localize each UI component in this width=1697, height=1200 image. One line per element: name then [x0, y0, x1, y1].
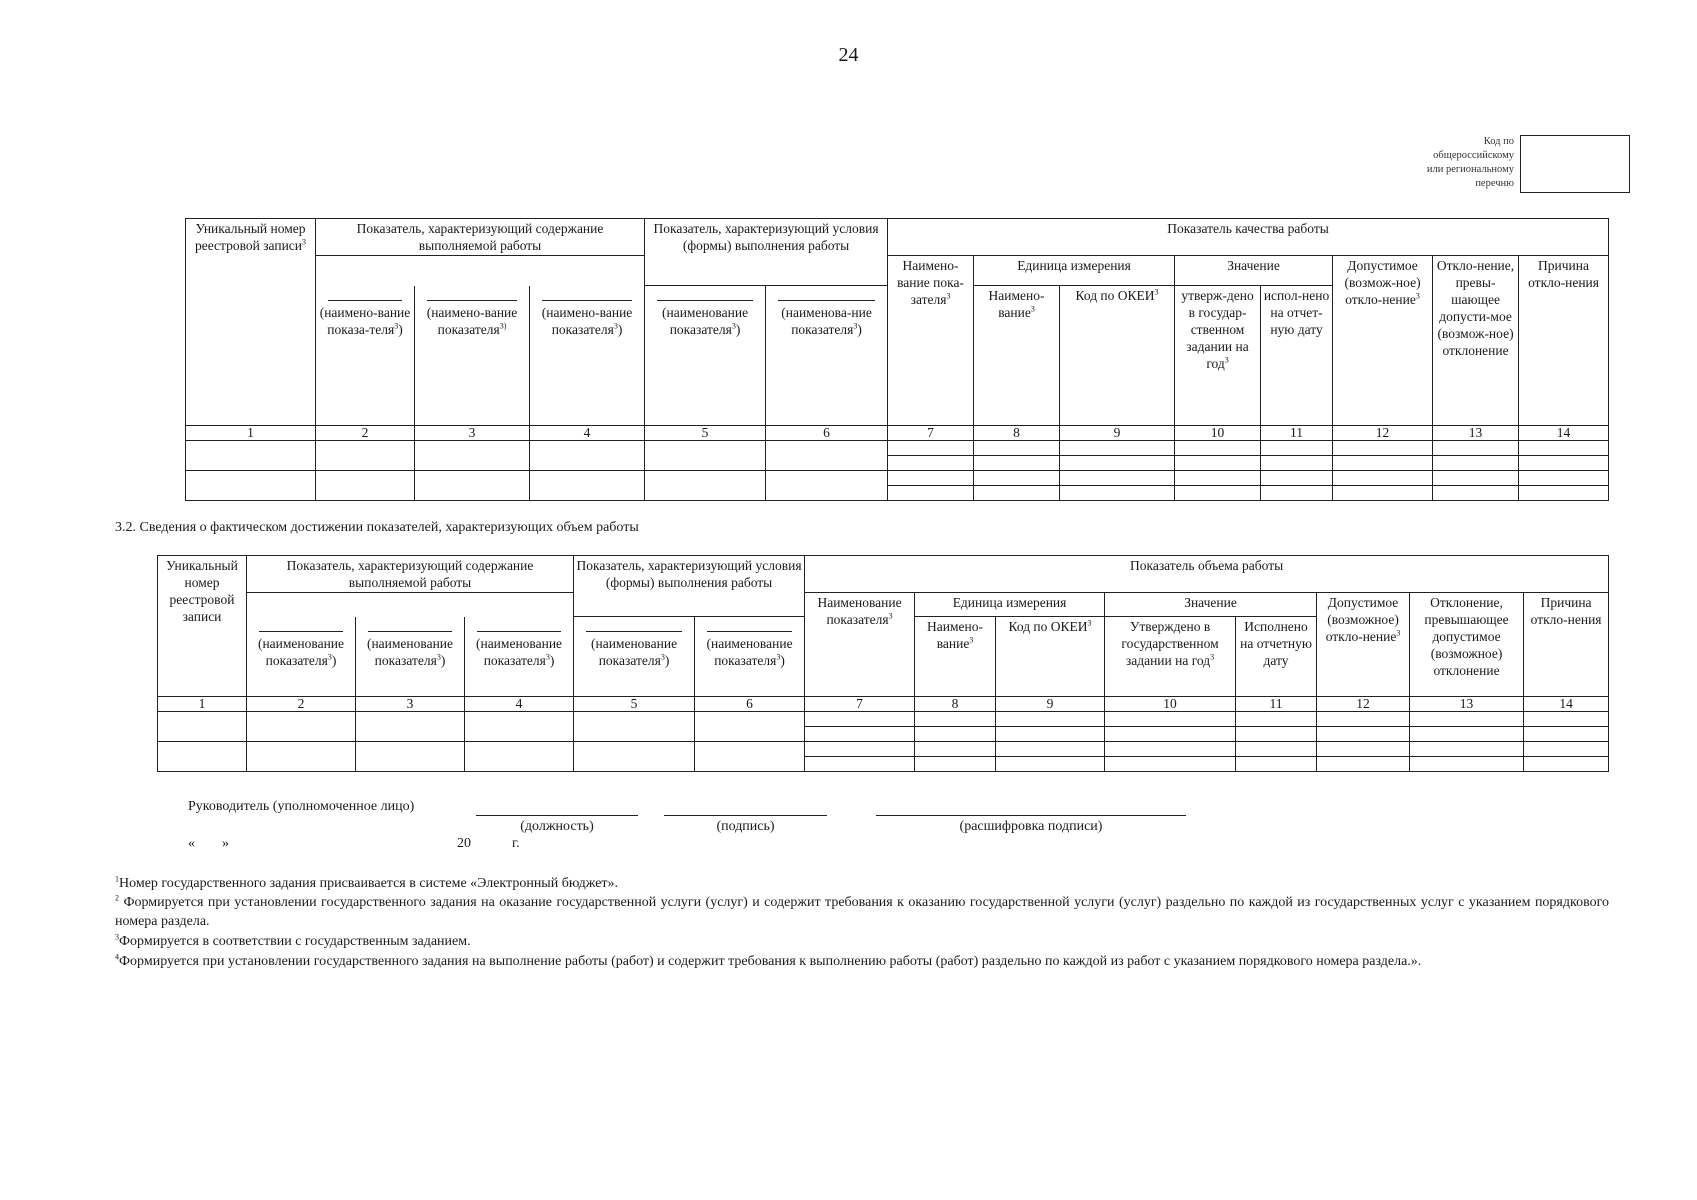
table-cell[interactable] [1333, 456, 1433, 471]
volume-indicator-name-header: Наименование показателя$^3$ [805, 593, 915, 697]
section-heading: 3.2. Сведения о фактическом достижении показателей, характеризующих объем работы [115, 520, 639, 535]
column-number: 1 [186, 426, 316, 441]
table-cell[interactable] [695, 712, 805, 742]
table-cell[interactable] [1410, 742, 1524, 757]
table-cell[interactable] [1175, 471, 1261, 486]
unique-number-header: Уникальный номер реестровой записи [158, 556, 247, 697]
content-indicator-header: Показатель, характеризующий содержание выполняемой работы [247, 556, 574, 593]
column-number-row [186, 426, 1609, 441]
table-cell[interactable] [1105, 727, 1236, 742]
table-cell[interactable] [574, 712, 695, 742]
column-number: 11 [1236, 697, 1317, 712]
column-number: 5 [645, 426, 766, 441]
content-indicator-name-3: (наимено-вание показателя$^3$) [530, 286, 645, 426]
column-number-row [158, 697, 1609, 712]
column-number: 10 [1105, 697, 1236, 712]
allowed-deviation-header: Допустимое (возмож-ное) откло-нение$^3$ [1333, 256, 1433, 426]
column-number: 8 [974, 426, 1060, 441]
table-cell[interactable] [1519, 456, 1609, 471]
table-cell[interactable] [645, 441, 766, 471]
date-quote-close: » [222, 836, 229, 851]
signature-caption: (подпись) [716, 819, 775, 834]
table-cell[interactable] [1433, 486, 1519, 501]
column-number: 10 [1175, 426, 1261, 441]
table-cell[interactable] [1524, 727, 1609, 742]
table-cell[interactable] [915, 757, 996, 772]
table-cell[interactable] [1105, 742, 1236, 757]
table-cell[interactable] [888, 486, 974, 501]
date-year-prefix: 20 [457, 836, 471, 851]
table-cell[interactable] [247, 712, 356, 742]
value-header: Значение [1175, 256, 1333, 286]
table-cell[interactable] [1236, 727, 1317, 742]
date-year-suffix: г. [512, 836, 520, 851]
table-cell[interactable] [974, 471, 1060, 486]
table-cell[interactable] [415, 441, 530, 471]
volume-indicators-table [157, 555, 1609, 772]
content-indicator-name-2: (наимено-вание показателя$^{3)}$ [415, 286, 530, 426]
table-cell[interactable] [1524, 757, 1609, 772]
conditions-indicator-header: Показатель, характеризующий условия (формы) выполнения работы [645, 219, 888, 286]
table-cell[interactable] [974, 486, 1060, 501]
footnote-2: $^2$ Формируется при установлении государственного задания на оказание государственной услуги (услуг) и содержит требования к оказанию государственной услуги (услуг) раздельно по каждой из государственных услуг с указанием порядкового номера раздела. [115, 893, 1609, 929]
table-cell[interactable] [695, 742, 805, 772]
column-number: 9 [996, 697, 1105, 712]
column-number: 14 [1519, 426, 1609, 441]
column-number: 12 [1317, 697, 1410, 712]
column-number: 14 [1524, 697, 1609, 712]
table-cell[interactable] [1519, 486, 1609, 501]
table-cell[interactable] [805, 727, 915, 742]
table-cell[interactable] [158, 712, 247, 742]
executed-value-header: испол-нено на отчет-ную дату [1261, 286, 1333, 426]
column-number: 5 [574, 697, 695, 712]
signature-line[interactable] [664, 815, 827, 816]
table-row [186, 471, 1609, 486]
table-cell[interactable] [1060, 486, 1175, 501]
signature-decoding-caption: (расшифровка подписи) [959, 819, 1103, 834]
table-row [158, 742, 1609, 757]
table-cell[interactable] [1410, 757, 1524, 772]
table-cell[interactable] [1175, 441, 1261, 456]
table-cell[interactable] [996, 757, 1105, 772]
exceeding-deviation-header: Откло-нение, превы-шающее допусти-мое (возмож-ное) отклонение [1433, 256, 1519, 426]
conditions-indicator-header: Показатель, характеризующий условия (формы) выполнения работы [574, 556, 805, 617]
condition-indicator-name-1: (наименование показателя$^3$) [645, 286, 766, 426]
table-cell[interactable] [1175, 456, 1261, 471]
unit-header: Единица измерения [915, 593, 1105, 617]
table-cell[interactable] [766, 441, 888, 471]
quality-indicator-header: Показатель качества работы [888, 219, 1609, 256]
table-cell[interactable] [1317, 742, 1410, 757]
table-cell[interactable] [645, 471, 766, 501]
registry-code-label [1374, 135, 1514, 191]
column-number: 2 [247, 697, 356, 712]
approved-value-header: утверж-дено в государ-ственном задании на год$^3$ [1175, 286, 1261, 426]
table-cell[interactable] [465, 742, 574, 772]
table-cell[interactable] [1060, 471, 1175, 486]
column-number: 4 [465, 697, 574, 712]
table-cell[interactable] [1105, 757, 1236, 772]
quality-indicators-table [185, 218, 1609, 501]
table-cell[interactable] [888, 456, 974, 471]
table-cell[interactable] [415, 471, 530, 501]
position-line[interactable] [476, 815, 638, 816]
table-cell[interactable] [915, 742, 996, 757]
column-number: 13 [1410, 697, 1524, 712]
table-cell[interactable] [1236, 757, 1317, 772]
table-cell[interactable] [1333, 486, 1433, 501]
head-official-label: Руководитель (уполномоченное лицо) [188, 799, 415, 814]
deviation-reason-header: Причина откло-нения [1519, 256, 1609, 426]
registry-code-label-line: или региональному [1426, 164, 1514, 175]
table-cell[interactable] [574, 742, 695, 772]
table-cell[interactable] [996, 727, 1105, 742]
table-cell[interactable] [1236, 742, 1317, 757]
table-cell[interactable] [1261, 471, 1333, 486]
table-cell[interactable] [1410, 727, 1524, 742]
footnote-4: $^4$Формируется при установлении государственного задания на выполнение работы (работ) и содержит требования к выполнению работы (работ) раздельно по каждой из работ с указанием порядкового номера раздела.». [115, 952, 1422, 969]
table-cell[interactable] [1519, 441, 1609, 456]
column-number: 9 [1060, 426, 1175, 441]
table-cell[interactable] [1105, 712, 1236, 727]
table-cell[interactable] [530, 441, 645, 471]
registry-code-label-line: Код по [1483, 136, 1514, 147]
table-cell[interactable] [1433, 471, 1519, 486]
unit-header: Единица измерения [974, 256, 1175, 286]
table-cell[interactable] [996, 742, 1105, 757]
date-quote-open: « [188, 836, 195, 851]
table-cell[interactable] [1333, 471, 1433, 486]
table-cell[interactable] [247, 742, 356, 772]
column-number: 6 [695, 697, 805, 712]
condition-indicator-name-2: (наименова-ние показателя$^3$) [766, 286, 888, 426]
column-number: 11 [1261, 426, 1333, 441]
table-cell[interactable] [158, 742, 247, 772]
column-number: 4 [530, 426, 645, 441]
deviation-reason-header: Причина откло-нения [1524, 593, 1609, 697]
content-indicator-spacer [247, 593, 574, 617]
table-cell[interactable] [1317, 727, 1410, 742]
unit-name-header: Наимено-вание$^3$ [915, 617, 996, 697]
column-number: 13 [1433, 426, 1519, 441]
quality-indicator-name-header: Наимено-вание пока-зателя$^3$ [888, 256, 974, 426]
table-cell[interactable] [530, 471, 645, 501]
column-number: 3 [415, 426, 530, 441]
allowed-deviation-header: Допустимое (возможное) откло-нение$^3$ [1317, 593, 1410, 697]
table-cell[interactable] [805, 757, 915, 772]
column-number: 7 [888, 426, 974, 441]
volume-indicator-header: Показатель объема работы [805, 556, 1609, 593]
table-cell[interactable] [1060, 441, 1175, 456]
executed-value-header: Исполнено на отчетную дату [1236, 617, 1317, 697]
table-cell[interactable] [1433, 456, 1519, 471]
table-cell[interactable] [316, 471, 415, 501]
table-cell[interactable] [1236, 712, 1317, 727]
table-cell[interactable] [1524, 742, 1609, 757]
signature-decoding-line[interactable] [876, 815, 1186, 816]
table-cell[interactable] [915, 712, 996, 727]
table-cell[interactable] [1333, 441, 1433, 456]
table-cell[interactable] [1317, 757, 1410, 772]
table-cell[interactable] [186, 441, 316, 471]
table-cell[interactable] [356, 712, 465, 742]
column-number: 1 [158, 697, 247, 712]
content-indicator-spacer [316, 256, 645, 286]
table-cell[interactable] [996, 712, 1105, 727]
column-number: 12 [1333, 426, 1433, 441]
registry-code-input-box[interactable] [1520, 135, 1630, 193]
column-number: 8 [915, 697, 996, 712]
table-cell[interactable] [805, 712, 915, 727]
content-indicator-name-1: (наимено-вание показа-теля$^3$) [316, 286, 415, 426]
table-cell[interactable] [888, 441, 974, 456]
table-cell[interactable] [766, 471, 888, 501]
content-indicator-name-1: (наименование показателя$^3$) [247, 617, 356, 697]
approved-value-header: Утверждено в государственном задании на год$^3$ [1105, 617, 1236, 697]
table-row [186, 441, 1609, 456]
table-cell[interactable] [1524, 712, 1609, 727]
table-cell[interactable] [1410, 712, 1524, 727]
column-number: 7 [805, 697, 915, 712]
exceeding-deviation-header: Отклонение, превышающее допустимое (возможное) отклонение [1410, 593, 1524, 697]
table-cell[interactable] [915, 727, 996, 742]
content-indicator-name-3: (наименование показателя$^3$) [465, 617, 574, 697]
content-indicator-name-2: (наименование показателя$^3$) [356, 617, 465, 697]
table-cell[interactable] [316, 441, 415, 471]
okei-code-header: Код по ОКЕИ$^3$ [996, 617, 1105, 697]
table-cell[interactable] [1519, 471, 1609, 486]
table-cell[interactable] [1261, 441, 1333, 456]
table-cell[interactable] [186, 471, 316, 501]
value-header: Значение [1105, 593, 1317, 617]
condition-indicator-name-1: (наименование показателя$^3$) [574, 617, 695, 697]
page-number: 24 [838, 44, 859, 66]
content-indicator-header: Показатель, характеризующий содержание выполняемой работы [316, 219, 645, 256]
table-cell[interactable] [1261, 456, 1333, 471]
unit-name-header: Наимено-вание$^3$ [974, 286, 1060, 426]
column-number: 6 [766, 426, 888, 441]
unique-number-header: Уникальный номер реестровой записи$^3$ [186, 219, 316, 426]
table-cell[interactable] [1261, 486, 1333, 501]
table-cell[interactable] [356, 742, 465, 772]
okei-code-header: Код по ОКЕИ$^3$ [1060, 286, 1175, 426]
table-cell[interactable] [805, 742, 915, 757]
table-cell[interactable] [1433, 441, 1519, 456]
column-number: 2 [316, 426, 415, 441]
table-cell[interactable] [465, 712, 574, 742]
table-cell[interactable] [1175, 486, 1261, 501]
registry-code-label-line: общероссийскому [1433, 150, 1514, 161]
registry-code-label-line: перечню [1475, 178, 1514, 189]
table-cell[interactable] [974, 441, 1060, 456]
position-caption: (должность) [520, 819, 594, 834]
table-cell[interactable] [1060, 456, 1175, 471]
footnote-3: $^3$Формируется в соответствии с государственным заданием. [115, 932, 471, 949]
footnote-1: $^1$Номер государственного задания присваивается в системе «Электронный бюджет». [115, 874, 619, 891]
table-cell[interactable] [888, 471, 974, 486]
column-number: 3 [356, 697, 465, 712]
table-row [158, 712, 1609, 727]
table-cell[interactable] [974, 456, 1060, 471]
condition-indicator-name-2: (наименование показателя$^3$) [695, 617, 805, 697]
table-cell[interactable] [1317, 712, 1410, 727]
registry-code-block [1380, 135, 1630, 195]
